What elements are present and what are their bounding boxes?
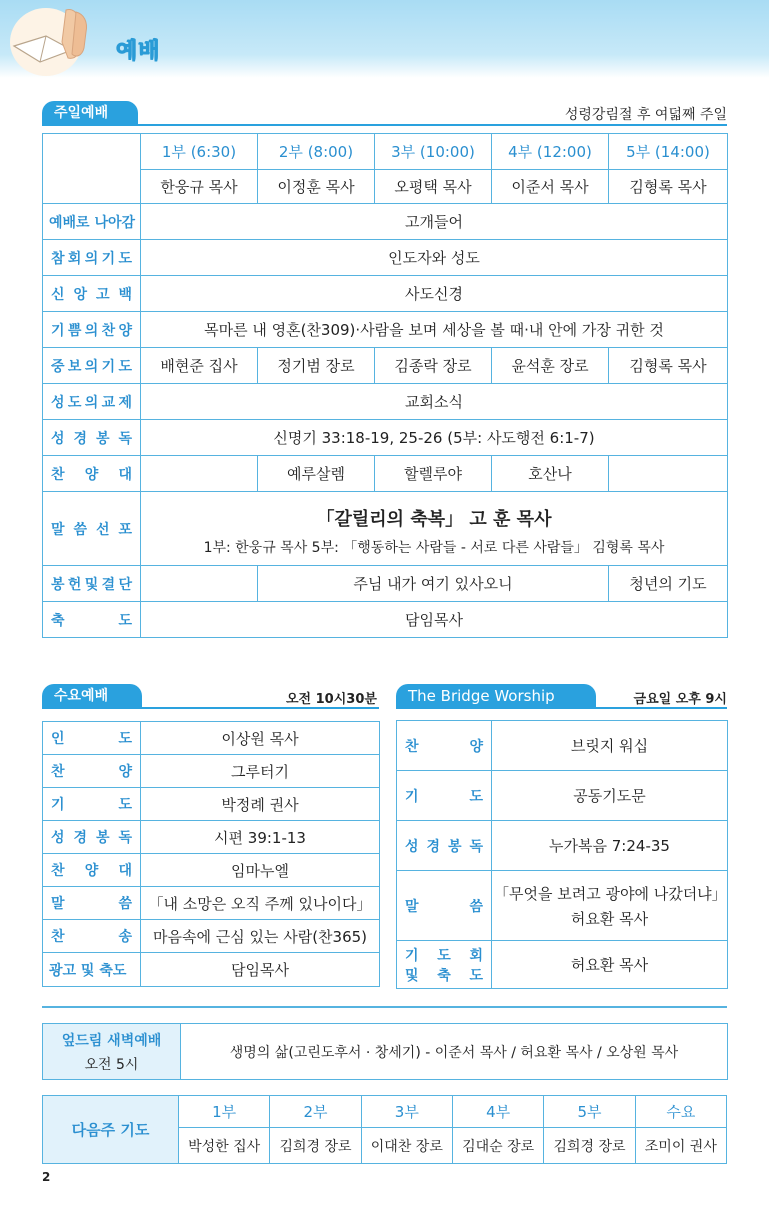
service-time: 1부 (6:30) — [141, 134, 258, 170]
wednesday-tab: 수요예배 — [42, 684, 142, 708]
row-label-choir — [43, 456, 141, 492]
next-week-label: 다음주 기도 — [43, 1096, 179, 1164]
dawn-label-cell — [43, 1024, 181, 1080]
dawn-service-table — [42, 1023, 728, 1080]
wed-label-text: 찬 송 — [51, 929, 132, 945]
bridge-label-text: 말 씀 — [405, 898, 483, 915]
service-preacher: 김형록 목사 — [609, 170, 728, 204]
row-label-praise — [43, 312, 141, 348]
next-week-name: 김희경 장로 — [544, 1128, 635, 1164]
sermon-title: 「갈릴리의 축복」 고 훈 목사 — [316, 508, 552, 530]
creed-label: 신 앙 고 백 — [51, 286, 132, 303]
bridge-value: 브릿지 워십 — [492, 721, 728, 771]
row-label-confession — [43, 240, 141, 276]
next-week-column: 1부 — [179, 1096, 270, 1128]
sunday-tab: 주일예배 — [42, 101, 138, 125]
intercession-person: 김형록 목사 — [609, 348, 728, 384]
scripture-label: 성 경 봉 독 — [51, 430, 132, 447]
intercession-person: 윤석훈 장로 — [492, 348, 609, 384]
wed-value: 임마누엘 — [141, 854, 380, 887]
next-week-column: 3부 — [361, 1096, 452, 1128]
wednesday-table — [42, 721, 380, 987]
wed-label-text: 말 씀 — [51, 896, 132, 912]
next-week-column: 4부 — [452, 1096, 543, 1128]
bridge-tab: The Bridge Worship — [396, 684, 596, 708]
service-time: 2부 (8:00) — [258, 134, 375, 170]
wed-label — [43, 821, 141, 854]
bridge-label — [397, 941, 492, 989]
confession-value: 인도자와 성도 — [141, 240, 728, 276]
bridge-label-text: 성 경 봉 독 — [405, 838, 483, 855]
service-preacher: 이준서 목사 — [492, 170, 609, 204]
next-week-name: 김대순 장로 — [452, 1128, 543, 1164]
next-week-name: 김희경 장로 — [270, 1128, 361, 1164]
dawn-time: 오전 5시 — [84, 1056, 139, 1073]
wed-label — [43, 755, 141, 788]
next-week-column: 2부 — [270, 1096, 361, 1128]
next-week-column: 수요 — [635, 1096, 726, 1128]
bridge-tab-line — [396, 707, 727, 709]
bridge-label-text: 기 도 회 — [405, 947, 483, 964]
choir-empty — [141, 456, 258, 492]
row-label-fellowship — [43, 384, 141, 420]
confession-label: 참 회 의 기 도 — [51, 250, 132, 267]
offering-empty — [141, 566, 258, 602]
praise-label: 기 쁨 의 찬 양 — [51, 322, 132, 339]
praying-hands-bible-icon — [6, 2, 98, 76]
row-label-creed — [43, 276, 141, 312]
sunday-tab-line — [42, 124, 727, 126]
intercession-person: 배현준 집사 — [141, 348, 258, 384]
sermon-label: 말 씀 선 포 — [51, 521, 132, 538]
row-label-sermon — [43, 492, 141, 566]
wed-value: 시편 39:1-13 — [141, 821, 380, 854]
bridge-value: 누가복음 7:24-35 — [492, 821, 728, 871]
season-label: 성령강림절 후 여덟째 주일 — [564, 107, 727, 123]
wed-value: 「내 소망은 오직 주께 있나이다」 — [141, 887, 380, 920]
service-time: 4부 (12:00) — [492, 134, 609, 170]
row-label-intercession — [43, 348, 141, 384]
benediction-value: 담임목사 — [141, 602, 728, 638]
bridge-label-text: 찬 양 — [405, 738, 483, 755]
wed-label — [43, 920, 141, 953]
row-label-benediction — [43, 602, 141, 638]
intercession-person: 김종락 장로 — [375, 348, 492, 384]
wed-value: 마음속에 근심 있는 사람(찬365) — [141, 920, 380, 953]
sermon-note: 1부: 한웅규 목사 5부: 「행동하는 사람들 - 서로 다른 사람들」 김형록 목사 — [203, 539, 665, 556]
header-banner — [0, 0, 769, 78]
service-preacher: 오평택 목사 — [375, 170, 492, 204]
bridge-sermon-cell — [492, 871, 728, 941]
wed-label — [43, 722, 141, 755]
creed-value: 사도신경 — [141, 276, 728, 312]
bridge-label — [397, 821, 492, 871]
wed-label — [43, 887, 141, 920]
wed-label-text: 찬 양 대 — [51, 863, 132, 879]
wed-value: 그루터기 — [141, 755, 380, 788]
service-preacher: 한웅규 목사 — [141, 170, 258, 204]
bridge-label-text-2: 및 축 도 — [405, 967, 483, 984]
offering-label: 봉 헌 및 결 단 — [51, 576, 132, 593]
praise-value: 목마른 내 영혼(찬309)·사람을 보며 세상을 볼 때·내 안에 가장 귀한 것 — [141, 312, 728, 348]
row-label-offering — [43, 566, 141, 602]
next-week-name: 이대찬 장로 — [361, 1128, 452, 1164]
wed-label: 광고 및 축도 — [43, 953, 141, 987]
bridge-table — [396, 720, 728, 989]
row-label-scripture — [43, 420, 141, 456]
choir-name: 예루살렘 — [258, 456, 375, 492]
bridge-label — [397, 771, 492, 821]
wednesday-time: 오전 10시30분 — [286, 692, 377, 707]
sermon-cell — [141, 492, 728, 566]
page-title: 예배 — [116, 39, 161, 64]
bridge-value: 허요환 목사 — [492, 941, 728, 989]
wed-value: 담임목사 — [141, 953, 380, 987]
benediction-label: 축 도 — [51, 612, 132, 629]
service-time: 3부 (10:00) — [375, 134, 492, 170]
bridge-label — [397, 721, 492, 771]
fellowship-label: 성 도 의 교 제 — [51, 394, 132, 411]
choir-label: 찬 양 대 — [51, 466, 132, 483]
choir-empty — [609, 456, 728, 492]
page-number: 2 — [42, 1170, 51, 1184]
wed-value: 박정례 권사 — [141, 788, 380, 821]
offering-value: 주님 내가 여기 있사오니 — [258, 566, 609, 602]
next-week-name: 조미이 권사 — [635, 1128, 726, 1164]
offering-extra: 청년의 기도 — [609, 566, 728, 602]
wed-value: 이상원 목사 — [141, 722, 380, 755]
next-week-prayer-table — [42, 1095, 727, 1164]
bridge-sermon-preacher: 허요환 목사 — [570, 909, 649, 928]
wed-label — [43, 788, 141, 821]
corner-cell — [43, 134, 141, 204]
bridge-time: 금요일 오후 9시 — [633, 692, 727, 707]
call-value: 고개들어 — [141, 204, 728, 240]
intercession-label: 중 보 의 기 도 — [51, 358, 132, 375]
dawn-value: 생명의 삶(고린도후서 · 창세기) - 이준서 목사 / 허요환 목사 / 오상원 목사 — [181, 1024, 728, 1080]
row-label-call: 예배로 나아감 — [43, 204, 141, 240]
choir-name: 호산나 — [492, 456, 609, 492]
fellowship-value: 교회소식 — [141, 384, 728, 420]
service-time: 5부 (14:00) — [609, 134, 728, 170]
bridge-sermon-title: 「무엇을 보려고 광야에 나갔더냐」 — [494, 884, 727, 903]
next-week-name: 박성한 집사 — [179, 1128, 270, 1164]
sunday-service-table — [42, 133, 728, 638]
intercession-person: 정기범 장로 — [258, 348, 375, 384]
wednesday-tab-line — [42, 707, 379, 709]
bridge-label — [397, 871, 492, 941]
next-week-column: 5부 — [544, 1096, 635, 1128]
scripture-value: 신명기 33:18-19, 25-26 (5부: 사도행전 6:1-7) — [141, 420, 728, 456]
bridge-label-text: 기 도 — [405, 788, 483, 805]
dawn-label: 엎드림 새벽예배 — [61, 1032, 162, 1049]
choir-name: 할렐루야 — [375, 456, 492, 492]
wed-label — [43, 854, 141, 887]
wed-label-text: 기 도 — [51, 797, 132, 813]
wed-label-text: 찬 양 — [51, 764, 132, 780]
wed-label-text: 성 경 봉 독 — [51, 830, 132, 846]
service-preacher: 이정훈 목사 — [258, 170, 375, 204]
section-divider — [42, 1006, 727, 1008]
wed-label-text: 인 도 — [51, 731, 132, 747]
bridge-value: 공동기도문 — [492, 771, 728, 821]
